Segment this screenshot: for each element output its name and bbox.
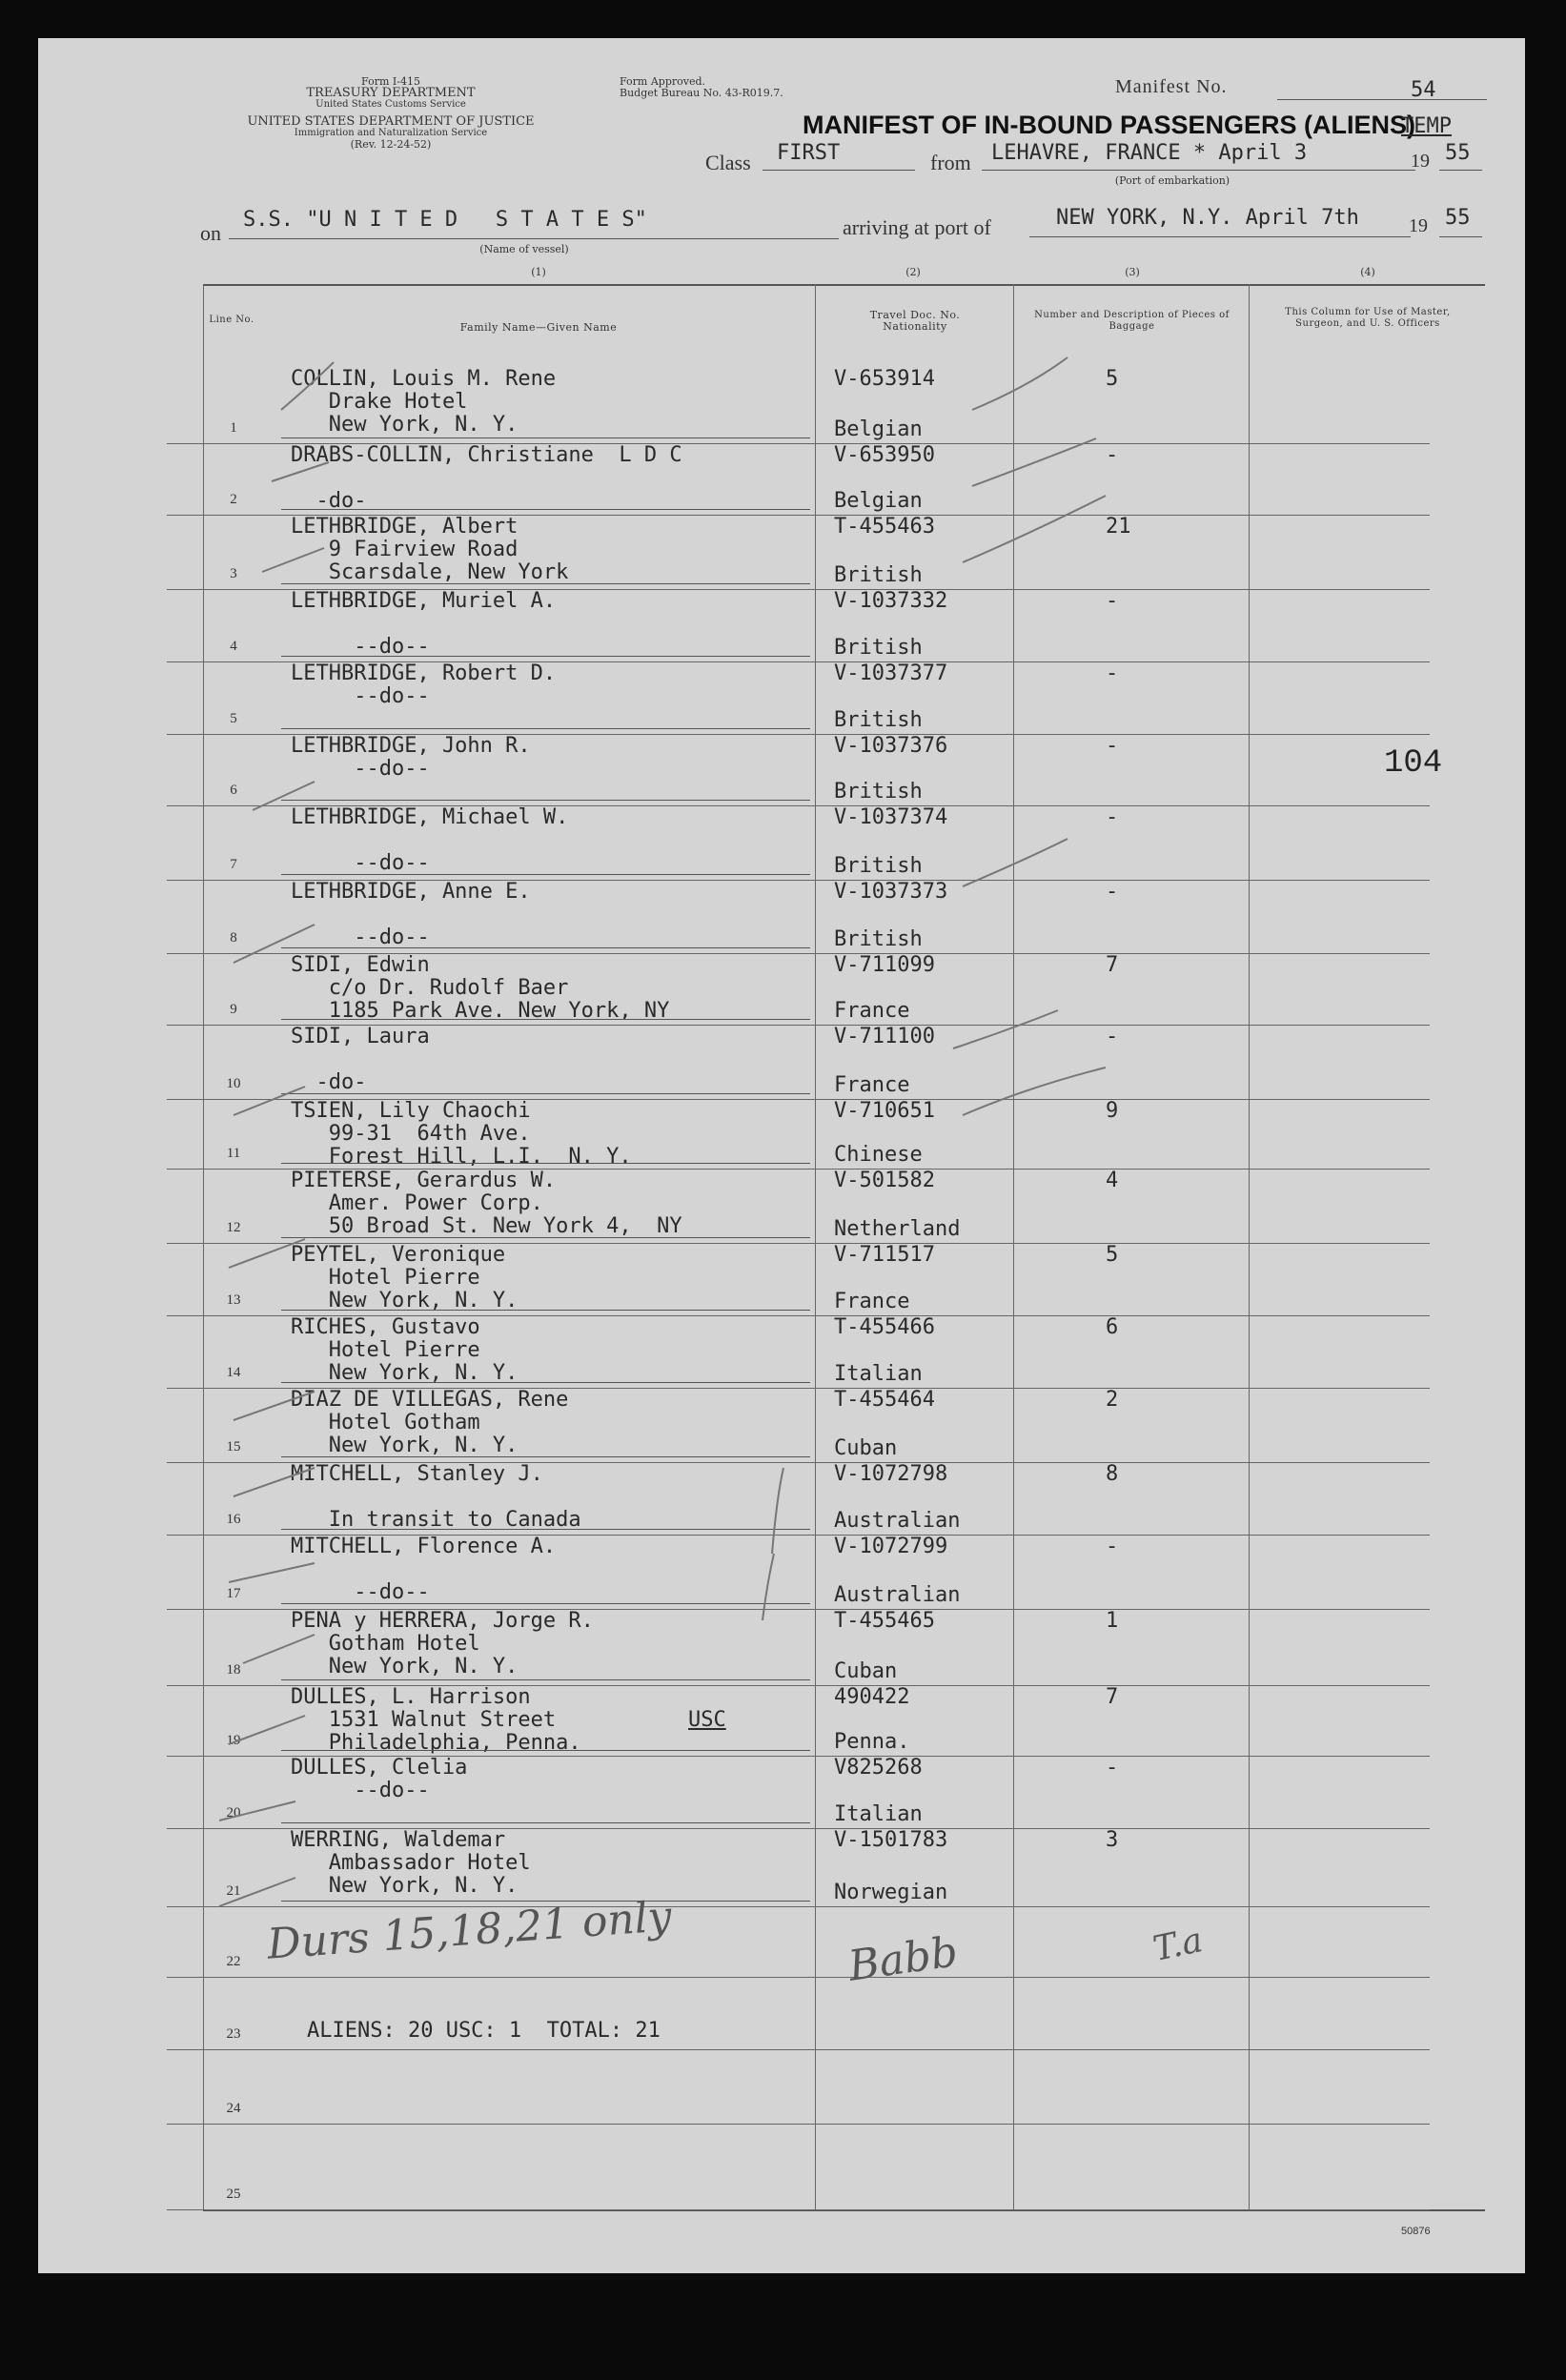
form-revision: (Rev. 12-24-52) (350, 138, 432, 151)
travel-doc-number: V-710651 (834, 1099, 935, 1123)
baggage-count: - (1106, 1756, 1119, 1780)
travel-doc-number: V-711517 (834, 1243, 935, 1267)
travel-doc-number: V-1037373 (834, 880, 948, 904)
line-number: 9 (230, 1002, 237, 1017)
passenger-name: WERRING, Waldemar (291, 1828, 506, 1852)
passenger-address-line: --do-- (291, 926, 430, 949)
travel-doc-number: V-711100 (834, 1025, 935, 1048)
vessel-name: S.S. "U N I T E D S T A T E S" (243, 208, 647, 232)
passenger-name: DIAZ DE VILLEGAS, Rene (291, 1388, 569, 1412)
nationality: France (834, 1073, 910, 1097)
treasury-department: TREASURY DEPARTMENT (306, 86, 476, 100)
line-number: 23 (226, 2026, 241, 2042)
passenger-name: LETHBRIDGE, Muriel A. (291, 589, 557, 613)
travel-doc-number: T-455464 (834, 1388, 935, 1412)
line-number: 19 (226, 1733, 241, 1748)
nationality: Norwegian (834, 1881, 948, 1904)
passenger-name: RICHES, Gustavo (291, 1315, 480, 1339)
handwritten-signature: Babb (845, 1927, 961, 1991)
travel-doc-number: T-455463 (834, 515, 935, 539)
travel-doc-number: V-653914 (834, 367, 935, 391)
nationality: Australian (834, 1583, 961, 1607)
passenger-address-line: New York, N. Y. (291, 1874, 519, 1898)
head-baggage: Number and Description of Pieces of Baggage (1034, 310, 1230, 332)
passenger-address-line: Hotel Gotham (291, 1411, 480, 1434)
line-number: 8 (230, 930, 237, 946)
passenger-address-line: c/o Dr. Rudolf Baer (291, 976, 569, 1000)
passenger-address-line: 1531 Walnut Street (291, 1708, 557, 1732)
year-prefix-2: 19 (1409, 215, 1428, 236)
passenger-address-line: -do- (291, 489, 367, 513)
from-label: from (930, 151, 971, 174)
head-line-no: Line No. (209, 315, 254, 325)
passenger-name: LETHBRIDGE, Robert D. (291, 661, 557, 685)
line-number: 11 (226, 1146, 241, 1161)
passenger-address-line: --do-- (291, 1779, 430, 1802)
nationality: British (834, 708, 923, 732)
travel-doc-number: V825268 (834, 1756, 923, 1780)
port-embarkation-caption: (Port of embarkation) (1114, 174, 1230, 187)
line-number: 12 (226, 1220, 241, 1235)
budget-bureau-number: Budget Bureau No. 43-R019.7. (620, 87, 783, 99)
class-label: Class (705, 151, 751, 174)
passenger-address-line: New York, N. Y. (291, 1361, 519, 1385)
line-number: 25 (226, 2187, 241, 2202)
passenger-address-line: --do-- (291, 635, 430, 659)
line-number: 2 (230, 492, 237, 507)
nationality: Italian (834, 1802, 923, 1826)
nationality: British (834, 927, 923, 951)
passenger-name: LETHBRIDGE, Albert (291, 515, 519, 539)
passenger-name: PIETERSE, Gerardus W. (291, 1169, 557, 1192)
travel-doc-number: V-1072798 (834, 1462, 948, 1486)
passenger-address-line: Ambassador Hotel (291, 1851, 531, 1875)
justice-department: UNITED STATES DEPARTMENT OF JUSTICE (247, 114, 535, 129)
travel-doc-number: V-653950 (834, 443, 935, 467)
passenger-address-line: Hotel Pierre (291, 1338, 480, 1362)
passenger-address-line: Drake Hotel (291, 390, 468, 414)
head-travel-doc: Travel Doc. No. Nationality (869, 309, 961, 333)
usc-mark: USC (688, 1708, 726, 1732)
passenger-name: TSIEN, Lily Chaochi (291, 1099, 531, 1123)
on-label: on (200, 221, 221, 245)
line-number: 10 (226, 1076, 241, 1091)
line-number: 7 (230, 857, 237, 872)
passenger-address-line: Amer. Power Corp. (291, 1191, 543, 1215)
class-value: FIRST (777, 141, 841, 165)
handwritten-initials: T.a (1149, 1921, 1207, 1969)
passenger-name: PEYTEL, Veronique (291, 1243, 506, 1267)
passenger-name: DULLES, L. Harrison (291, 1685, 531, 1709)
totals-summary: ALIENS: 20 USC: 1 TOTAL: 21 (307, 2019, 661, 2043)
line-number: 20 (226, 1805, 241, 1821)
line-number: 15 (226, 1439, 241, 1454)
travel-doc-number: 490422 (834, 1685, 910, 1709)
passenger-name: PENA y HERRERA, Jorge R. (291, 1609, 594, 1633)
passenger-address-line: In transit to Canada (291, 1508, 581, 1532)
travel-doc-number: V-1037376 (834, 734, 948, 758)
passenger-address-line: New York, N. Y. (291, 1434, 519, 1457)
baggage-count: 5 (1106, 367, 1119, 391)
passenger-name: LETHBRIDGE, Anne E. (291, 880, 531, 904)
temp-mark: TEMP (1401, 114, 1452, 138)
travel-doc-number: V-1037377 (834, 661, 948, 685)
head-family-name: Family Name—Given Name (459, 321, 618, 334)
line-number: 5 (230, 711, 237, 726)
passenger-name: DRABS-COLLIN, Christiane L D C (291, 443, 682, 467)
baggage-count: 6 (1106, 1315, 1119, 1339)
baggage-count: - (1106, 589, 1119, 613)
customs-service: United States Customs Service (315, 99, 466, 110)
baggage-count: 9 (1106, 1099, 1119, 1123)
passenger-address-line: 50 Broad St. New York 4, NY (291, 1214, 682, 1238)
passenger-address-line: Scarsdale, New York (291, 560, 569, 584)
nationality: Cuban (834, 1436, 898, 1460)
line-number: 4 (230, 639, 237, 654)
departure-year: 55 (1445, 141, 1471, 165)
line-number: 1 (230, 420, 237, 436)
line-number: 24 (226, 2101, 241, 2116)
manifest-title: MANIFEST OF IN-BOUND PASSENGERS (ALIENS) (803, 111, 1416, 139)
nationality: Belgian (834, 417, 923, 441)
baggage-count: - (1106, 661, 1119, 685)
passenger-address-line: 1185 Park Ave. New York, NY (291, 999, 670, 1023)
passenger-address-line: New York, N. Y. (291, 413, 519, 437)
col-num-2: (2) (905, 266, 921, 278)
passenger-address-line: 9 Fairview Road (291, 538, 519, 561)
baggage-count: - (1106, 1535, 1119, 1558)
line-number: 18 (226, 1662, 241, 1678)
passenger-address-line: -do- (291, 1070, 367, 1094)
head-official-use: This Column for Use of Master, Surgeon, and U. S. Officers (1285, 307, 1451, 329)
passenger-name: MITCHELL, Stanley J. (291, 1462, 543, 1486)
nationality: Belgian (834, 489, 923, 513)
col-num-4: (4) (1360, 266, 1375, 278)
passenger-address-line: --do-- (291, 757, 430, 781)
passenger-address-line: --do-- (291, 684, 430, 708)
passenger-name: MITCHELL, Florence A. (291, 1535, 557, 1558)
line-number: 6 (230, 783, 237, 798)
passenger-name: SIDI, Laura (291, 1025, 430, 1048)
year-prefix: 19 (1411, 151, 1430, 172)
nationality: Chinese (834, 1143, 923, 1167)
line-number: 13 (226, 1292, 241, 1308)
baggage-count: - (1106, 880, 1119, 904)
form-number: Form I-415 (361, 75, 420, 88)
passenger-address-line: New York, N. Y. (291, 1289, 519, 1312)
nationality: British (834, 780, 923, 804)
travel-doc-number: V-1072799 (834, 1535, 948, 1558)
handwritten-annotation: Durs 15,18,21 only (265, 1892, 674, 1969)
line-number: 17 (226, 1586, 241, 1601)
nationality: Penna. (834, 1730, 910, 1754)
passenger-name: SIDI, Edwin (291, 953, 430, 977)
travel-doc-number: T-455466 (834, 1315, 935, 1339)
baggage-count: - (1106, 1025, 1119, 1048)
col-num-1: (1) (531, 266, 546, 278)
nationality: France (834, 1290, 910, 1313)
baggage-count: 7 (1106, 953, 1119, 977)
travel-doc-number: V-711099 (834, 953, 935, 977)
baggage-count: 3 (1106, 1828, 1119, 1852)
arriving-label: arriving at port of (843, 215, 991, 239)
passenger-address-line: Hotel Pierre (291, 1266, 480, 1290)
nationality: Italian (834, 1362, 923, 1386)
arrival-year: 55 (1445, 206, 1471, 230)
line-number: 21 (226, 1883, 241, 1899)
baggage-count: 7 (1106, 1685, 1119, 1709)
travel-doc-number: T-455465 (834, 1609, 935, 1633)
baggage-count: - (1106, 734, 1119, 758)
manifest-no-label: Manifest No. (1115, 76, 1228, 97)
passenger-name: COLLIN, Louis M. Rene (291, 367, 557, 391)
line-number: 22 (226, 1954, 241, 1969)
baggage-count: - (1106, 443, 1119, 467)
passenger-address-line: 99-31 64th Ave. (291, 1122, 531, 1146)
port-of-embarkation: LEHAVRE, FRANCE * April 3 (991, 141, 1308, 165)
travel-doc-number: V-501582 (834, 1169, 935, 1192)
baggage-count: 2 (1106, 1388, 1119, 1412)
baggage-count: 8 (1106, 1462, 1119, 1486)
nationality: France (834, 999, 910, 1023)
baggage-count: 5 (1106, 1243, 1119, 1267)
vessel-caption: (Name of vessel) (479, 243, 569, 255)
line-number: 3 (230, 566, 237, 581)
passenger-address-line: Gotham Hotel (291, 1632, 480, 1656)
passenger-name: LETHBRIDGE, Michael W. (291, 805, 569, 829)
nationality: British (834, 563, 923, 587)
line-number: 14 (226, 1365, 241, 1380)
official-number-104: 104 (1384, 745, 1443, 782)
travel-doc-number: V-1501783 (834, 1828, 948, 1852)
form-approved-label: Form Approved. (620, 75, 706, 88)
form-code: 50876 (1401, 2226, 1431, 2237)
baggage-count: - (1106, 805, 1119, 829)
baggage-count: 21 (1106, 515, 1131, 539)
baggage-count: 1 (1106, 1609, 1119, 1633)
arrival-port: NEW YORK, N.Y. April 7th (1056, 206, 1359, 230)
baggage-count: 4 (1106, 1169, 1119, 1192)
passenger-address-line: --do-- (291, 851, 430, 875)
nationality: Cuban (834, 1659, 898, 1683)
travel-doc-number: V-1037374 (834, 805, 948, 829)
passenger-name: LETHBRIDGE, John R. (291, 734, 531, 758)
passenger-name: DULLES, Clelia (291, 1756, 468, 1780)
travel-doc-number: V-1037332 (834, 589, 948, 613)
nationality: British (834, 636, 923, 660)
col-num-3: (3) (1125, 266, 1140, 278)
passenger-address-line: --do-- (291, 1580, 430, 1604)
immigration-service: Immigration and Naturalization Service (294, 128, 488, 138)
passenger-address-line: Forest Hill, L.I. N. Y. (291, 1145, 632, 1169)
manifest-number: 54 (1411, 78, 1436, 102)
passenger-address-line: New York, N. Y. (291, 1655, 519, 1678)
nationality: Netherland (834, 1217, 961, 1241)
passenger-address-line: Philadelphia, Penna. (291, 1731, 581, 1755)
nationality: Australian (834, 1509, 961, 1533)
nationality: British (834, 854, 923, 878)
line-number: 16 (226, 1512, 241, 1527)
